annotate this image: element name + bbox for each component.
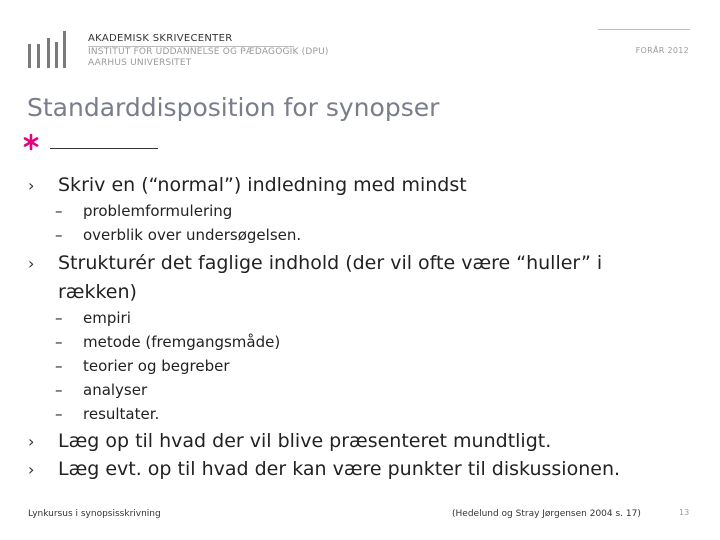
sub-bullet-dash: –: [55, 202, 63, 220]
bullet-chevron: ›: [28, 254, 35, 273]
sub-bullet-text: overblik over undersøgelsen.: [83, 226, 302, 244]
page-number: 13: [679, 508, 690, 517]
bullet-text: rækken): [58, 281, 137, 303]
org-university: AARHUS UNIVERSITET: [88, 58, 192, 68]
sub-bullet-text: resultater.: [83, 405, 160, 423]
bullet-text: Læg evt. op til hvad der kan være punkter til diskussionen.: [58, 458, 621, 480]
bullet-chevron: ›: [28, 176, 35, 195]
sub-bullet-dash: –: [55, 357, 63, 375]
sub-bullet-dash: –: [55, 333, 63, 351]
sub-bullet-text: analyser: [83, 381, 148, 399]
sub-bullet-text: teorier og begreber: [83, 357, 230, 375]
organization-block: [88, 33, 329, 69]
org-name: AKADEMISK SKRIVECENTER: [88, 33, 233, 44]
title-divider: [50, 148, 158, 149]
bullet-text: Læg op til hvad der vil blive præsenteret mundtligt.: [58, 430, 552, 452]
asterisk-icon: [22, 133, 40, 151]
footer-course-name: Lynkursus i synopsisskrivning: [28, 509, 161, 519]
sub-bullet-dash: –: [55, 226, 63, 244]
aarhus-university-logo: [28, 30, 68, 68]
bullet-chevron: ›: [28, 432, 35, 451]
sub-bullet-text: empiri: [83, 309, 131, 327]
footer-citation: (Hedelund og Stray Jørgensen 2004 s. 17): [452, 509, 641, 519]
bullet-text: Strukturér det faglige indhold (der vil ofte være “huller” i: [58, 252, 603, 274]
sub-bullet-dash: –: [55, 381, 63, 399]
date-divider: [598, 29, 690, 30]
org-department: INSTITUT FOR UDDANNELSE OG PÆDAGOGIK (DPU): [88, 47, 329, 57]
sub-bullet-text: problemformulering: [83, 202, 233, 220]
sub-bullet-dash: –: [55, 309, 63, 327]
slide-title: Standarddisposition for synopser: [27, 93, 440, 122]
org-divider: [88, 46, 294, 47]
sub-bullet-dash: –: [55, 405, 63, 423]
bullet-chevron: ›: [28, 460, 35, 479]
sub-bullet-text: metode (fremgangsmåde): [83, 333, 281, 351]
bullet-text: Skriv en (“normal”) indledning med mindst: [58, 174, 467, 196]
header-date: FORÅR 2012: [635, 46, 689, 55]
